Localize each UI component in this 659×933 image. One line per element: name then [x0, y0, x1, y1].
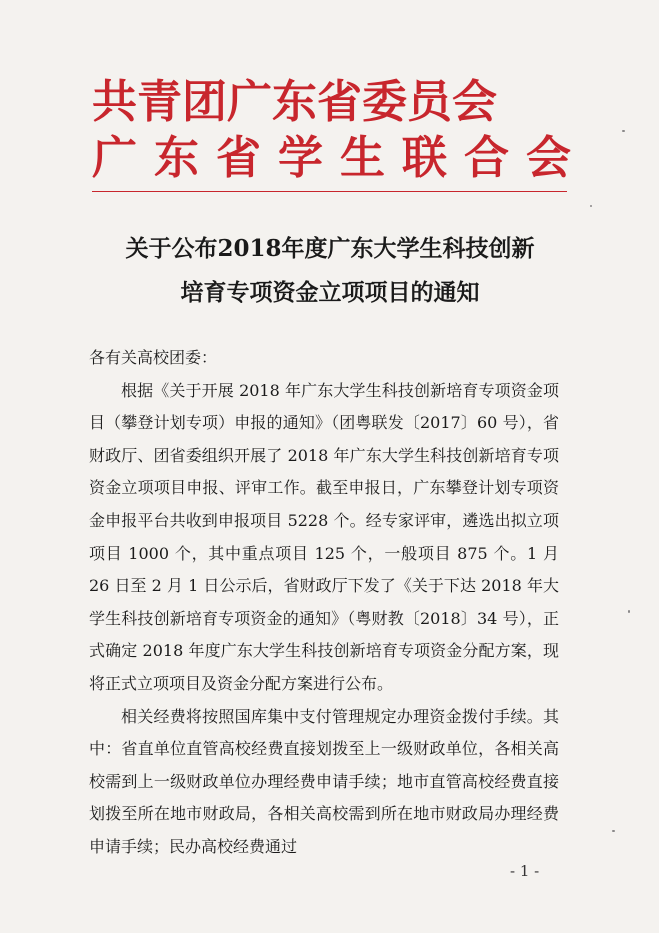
document-body [89, 342, 559, 864]
document-title-line-1: 关于公布2018年度广东大学生科技创新 [125, 235, 535, 262]
document-title-line-2: 培育专项资金立项项目的通知 [180, 279, 480, 306]
body-paragraph-2: 相关经费将按照国库集中支付管理规定办理资金拨付手续。其中：省直单位直管高校经费直接划拨至上一级财政单位，各相关高校需到上一级财政单位办理经费申请手续；地市直管高校经费直接划拨至所在地市财政局，各相关高校需到所在地市财政局办理经费申请手续；民办高校经费通过 [89, 706, 559, 856]
scan-speck [628, 610, 630, 613]
letterhead-divider [92, 191, 567, 192]
salutation: 各有关高校团委： [89, 348, 218, 367]
scan-speck [622, 130, 625, 132]
letterhead-line-1: 共青团广东省委员会 [92, 75, 498, 128]
body-paragraph-1: 根据《关于开展 2018 年广东大学生科技创新培育专项资金项目（攀登计划专项）申报的通知》（团粤联发〔2017〕60 号），省财政厅、团省委组织开展了 2018 年广东大学生科技创新培育专项资金立项项目申报、评审工作。截至申报日，广东攀登计划专项资金申报平台共收到申报项目 5228 个。经专家评审，遴选出拟立项项目 1000 个，其中重点项目 125 个，一般项目 875 个。1 月 26 日至 2 月 1 日公示后，省财政厅下发了《关于下达 2018 年大学生科技创新培育专项资金的通知》（粤财教〔2018〕34 号），正式确定 2018 年度广东大学生科技创新培育专项资金分配方案，现将正式立项项目及资金分配方案进行公布。 [89, 380, 559, 693]
page-number: - 1 - [510, 862, 540, 880]
letterhead-line-2: 广东省学生联合会 [92, 131, 589, 184]
scan-speck [590, 205, 592, 207]
issuer-letterhead [92, 74, 589, 186]
scan-speck [612, 830, 615, 832]
